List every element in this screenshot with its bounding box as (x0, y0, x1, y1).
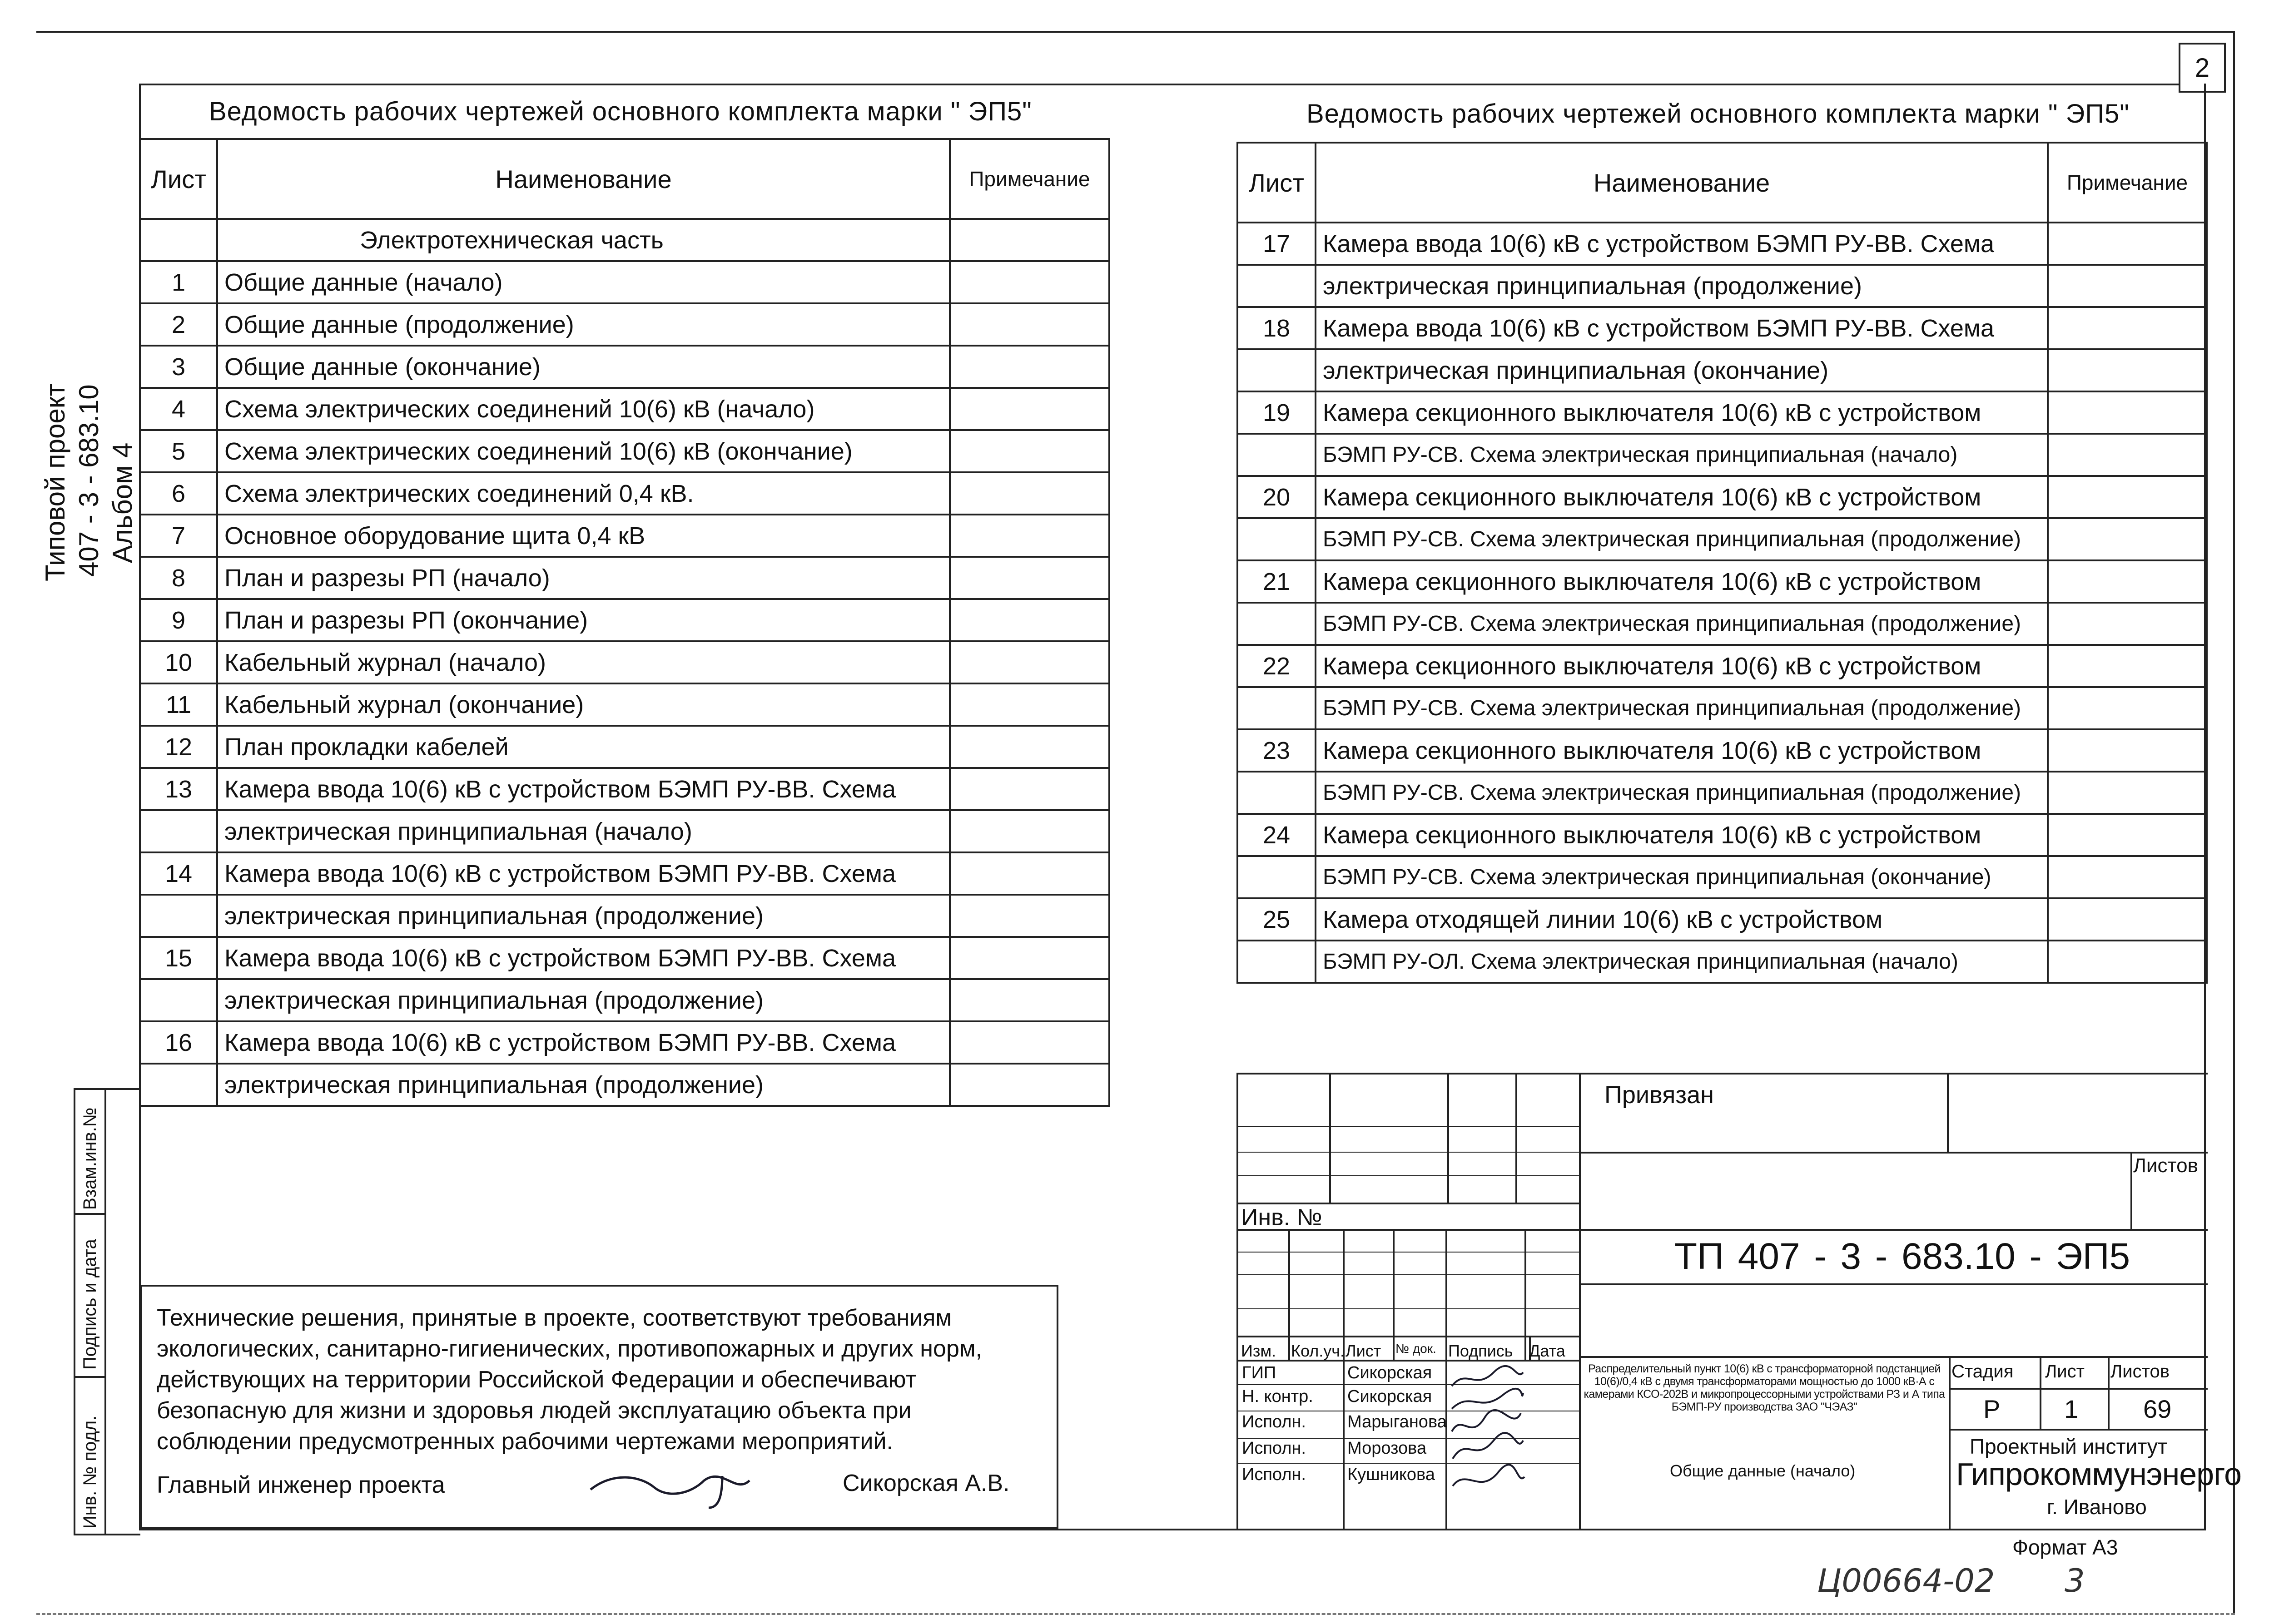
table-row (140, 430, 1109, 472)
stamp-vzam-label: Взам.инв.№ (80, 1107, 100, 1210)
role-label: Н. контр. (1242, 1387, 1313, 1406)
sheet-name: Камера секционного выключателя 10(6) кВ с устройством (1316, 560, 2048, 603)
stamp-podpis-label: Подпись и дата (80, 1239, 100, 1370)
table-row (140, 557, 1109, 599)
sheet-name: Общие данные (окончание) (217, 346, 950, 388)
chief-signature (586, 1462, 768, 1512)
sheets-label: Листов (2110, 1362, 2170, 1381)
change-col-label: Кол.уч. (1291, 1342, 1345, 1360)
sheet-name: Камера ввода 10(6) кВ с устройством БЭМП РУ-ВВ. Схема (1316, 223, 2048, 265)
compliance-note: Технические решения, принятые в проекте, соответствуют требованиям экологических, санитарно-гигиенических, противопожарных и других норм, действующих на территории Российской Федерации и обеспечивают безопасную для жизни и здоровья людей эксплуатацию объекта при соблюдении предусмотренных рабочими чертежами мероприятий. (157, 1305, 983, 1455)
archive-number: Ц00664-02 (1817, 1562, 1995, 1599)
sheet-number (140, 1064, 217, 1106)
sheet-name: электрическая принципиальная (продолжение) (217, 895, 950, 937)
table-row (140, 726, 1109, 768)
title-block (1236, 1073, 2242, 1530)
sheet-name: Камера ввода 10(6) кВ с устройством БЭМП РУ-ВВ. Схема (217, 852, 950, 895)
table-row (1237, 645, 2207, 687)
person-name: Кушникова (1347, 1465, 1435, 1484)
sheet-number: 18 (1237, 307, 1316, 349)
sheet-name: БЭМП РУ-СВ. Схема электрическая принципиальная (продолжение) (1316, 772, 2048, 814)
sheet-note (2048, 772, 2207, 814)
sheet-number (1237, 518, 1316, 560)
sheet-name: БЭМП РУ-СВ. Схема электрическая принципиальная (продолжение) (1316, 518, 2048, 560)
sheet-note (950, 1021, 1109, 1064)
project-album: Альбом 4 (107, 442, 138, 563)
sheet-name: Основное оборудование щита 0,4 кВ (217, 515, 950, 557)
sheet-name: Схема электрических соединений 10(6) кВ (начало) (217, 388, 950, 430)
table-row (1237, 518, 2207, 560)
col-note: Примечание (950, 139, 1109, 219)
person-name: Сикорская (1347, 1387, 1432, 1406)
sheet-note (2048, 518, 2207, 560)
table-row (140, 937, 1109, 979)
table-row (1237, 265, 2207, 307)
col-sheet: Лист (140, 139, 217, 219)
col-name: Наименование (217, 139, 950, 219)
chief-engineer-name: Сикорская А.В. (843, 1470, 1010, 1496)
sheet-name: БЭМП РУ-СВ. Схема электрическая принципиальная (начало) (1316, 434, 2048, 476)
sheet-note (2048, 898, 2207, 941)
sheet-number: 1 (140, 261, 217, 303)
sheet-name: Камера ввода 10(6) кВ с устройством БЭМП РУ-ВВ. Схема (1316, 307, 2048, 349)
sheet-title: Общие данные (начало) (1670, 1461, 1856, 1480)
table-row (1237, 223, 2207, 265)
sheet-number: 6 (140, 472, 217, 515)
signature-marks (1448, 1363, 1526, 1527)
sheet-note (2048, 814, 2207, 856)
table-row (1237, 476, 2207, 518)
sheet-note (2048, 265, 2207, 307)
sheet-number (1237, 687, 1316, 729)
role-label: Исполн. (1242, 1439, 1306, 1458)
sheet-note (950, 261, 1109, 303)
table-row (140, 979, 1109, 1021)
drawing-frame-top (139, 84, 2179, 85)
page-number: 2 (2179, 43, 2226, 93)
sheet-number: 7 (140, 515, 217, 557)
sheet-note (950, 472, 1109, 515)
sheet-name: План и разрезы РП (окончание) (217, 599, 950, 641)
sheet-note (950, 388, 1109, 430)
sheet-number: 23 (1237, 729, 1316, 772)
table-row (140, 472, 1109, 515)
archive-page: 3 (2065, 1562, 2085, 1599)
sheet-number (1237, 772, 1316, 814)
table-row (140, 515, 1109, 557)
sheet-note (2048, 856, 2207, 898)
table-row (1237, 307, 2207, 349)
sheet-note (2048, 434, 2207, 476)
table-row (140, 641, 1109, 683)
stage-label: Стадия (1951, 1362, 2014, 1381)
sheet-note (950, 641, 1109, 683)
person-name: Марыганова (1347, 1412, 1447, 1431)
sheet-note (950, 430, 1109, 472)
sheet-number (1237, 434, 1316, 476)
sheet-note (2048, 645, 2207, 687)
sheet-name: План прокладки кабелей (217, 726, 950, 768)
sheet-number: 21 (1237, 560, 1316, 603)
table-row (1237, 391, 2207, 434)
sheet-number: 4 (140, 388, 217, 430)
format-label: Формат А3 (2012, 1535, 2118, 1559)
left-table-title: Ведомость рабочих чертежей основного комплекта марки " ЭП5" (209, 97, 1032, 126)
org-line3: г. Иваново (2047, 1495, 2147, 1519)
sheet-number (1237, 265, 1316, 307)
sheet-note (2048, 349, 2207, 391)
col-note: Примечание (2048, 143, 2207, 223)
sheet-number (140, 979, 217, 1021)
role-label: Исполн. (1242, 1412, 1306, 1431)
sheet-number: 25 (1237, 898, 1316, 941)
sheet-number: 8 (140, 557, 217, 599)
sheet-name: Камера ввода 10(6) кВ с устройством БЭМП РУ-ВВ. Схема (217, 1021, 950, 1064)
sheet-name: Камера секционного выключателя 10(6) кВ с устройством (1316, 476, 2048, 518)
table-row (140, 683, 1109, 726)
sheet-note (950, 346, 1109, 388)
sheet-note (2048, 560, 2207, 603)
table-row (140, 388, 1109, 430)
role-label: Исполн. (1242, 1465, 1306, 1484)
sheet-name: электрическая принципиальная (продолжение) (217, 979, 950, 1021)
org-line1: Проектный институт (1970, 1435, 2167, 1458)
sheet-note (950, 683, 1109, 726)
sheet-note (950, 979, 1109, 1021)
table-row (1237, 814, 2207, 856)
table-row (140, 1021, 1109, 1064)
sheet-note (2048, 687, 2207, 729)
sheet-name: электрическая принципиальная (продолжение) (1316, 265, 2048, 307)
sheet-label: Лист (2045, 1362, 2085, 1381)
table-row (140, 1064, 1109, 1106)
right-drawings-table (1236, 142, 2208, 984)
role-label: ГИП (1242, 1363, 1276, 1382)
sheet-number: 24 (1237, 814, 1316, 856)
sheet-name: Электротехническая часть (217, 219, 950, 261)
sheet-note (950, 895, 1109, 937)
sheet-number: 9 (140, 599, 217, 641)
sheet-number: 10 (140, 641, 217, 683)
sheet-note (950, 599, 1109, 641)
project-type: Типовой проект (40, 383, 70, 581)
table-row (140, 346, 1109, 388)
change-col-label: Подпись (1448, 1342, 1513, 1360)
sheet-number (1237, 603, 1316, 645)
inv-no-label: Инв. № (1241, 1204, 1322, 1231)
sheet-name: БЭМП РУ-СВ. Схема электрическая принципиальная (продолжение) (1316, 687, 2048, 729)
table-row (140, 219, 1109, 261)
sheet-name: БЭМП РУ-СВ. Схема электрическая принципиальная (продолжение) (1316, 603, 2048, 645)
sheet-note (2048, 941, 2207, 983)
sheet-name: Общие данные (начало) (217, 261, 950, 303)
sheet-number (140, 219, 217, 261)
table-row (1237, 729, 2207, 772)
sheet-note (2048, 476, 2207, 518)
sheet-number: 13 (140, 768, 217, 810)
project-stamp (39, 384, 139, 581)
sheet-name: Общие данные (продолжение) (217, 303, 950, 346)
sheet-name: Камера секционного выключателя 10(6) кВ с устройством (1316, 729, 2048, 772)
person-name: Сикорская (1347, 1363, 1432, 1382)
sheet-number: 14 (140, 852, 217, 895)
sheet-note (2048, 223, 2207, 265)
sheet-number: 16 (140, 1021, 217, 1064)
sheet-note (950, 557, 1109, 599)
change-col-label: Лист (1346, 1342, 1381, 1360)
sheet-note (950, 1064, 1109, 1106)
sheet-name: Камера ввода 10(6) кВ с устройством БЭМП РУ-ВВ. Схема (217, 937, 950, 979)
bottom-cut-line (36, 1613, 2235, 1615)
sheet-note (950, 810, 1109, 852)
change-col-label: Дата (1529, 1342, 1565, 1360)
listov-top-label: Листов (2133, 1154, 2198, 1177)
change-col-label: Изм. (1241, 1342, 1276, 1360)
sheet-number: 15 (140, 937, 217, 979)
table-row (1237, 941, 2207, 983)
change-columns (1238, 1339, 1579, 1361)
sheet-name: Камера секционного выключателя 10(6) кВ с устройством (1316, 814, 2048, 856)
col-name: Наименование (1316, 143, 2048, 223)
change-col-label: № док. (1395, 1342, 1436, 1356)
sheet-name: Камера ввода 10(6) кВ с устройством БЭМП РУ-ВВ. Схема (217, 768, 950, 810)
table-row (140, 852, 1109, 895)
table-row (140, 768, 1109, 810)
project-code: 407 - 3 - 683.10 (74, 384, 104, 577)
table-row (140, 261, 1109, 303)
sheet-number: 20 (1237, 476, 1316, 518)
sheet-number: 19 (1237, 391, 1316, 434)
table-row (1237, 898, 2207, 941)
right-table-title: Ведомость рабочих чертежей основного комплекта марки " ЭП5" (1306, 99, 2130, 129)
sheet-number (1237, 856, 1316, 898)
side-stamp-strip (74, 1088, 140, 1535)
drawing-code: ТП 407 - 3 - 683.10 - ЭП5 (1674, 1236, 2130, 1277)
stage-value: Р (1983, 1395, 2001, 1423)
table-row (1237, 687, 2207, 729)
sheet-number (1237, 941, 1316, 983)
sheet-name: БЭМП РУ-ОЛ. Схема электрическая принципиальная (начало) (1316, 941, 2048, 983)
sheet-name: БЭМП РУ-СВ. Схема электрическая принципиальная (окончание) (1316, 856, 2048, 898)
sheet-note (950, 726, 1109, 768)
table-row (140, 810, 1109, 852)
chief-engineer-label: Главный инженер проекта (157, 1472, 445, 1498)
sheet-number: 2 (140, 303, 217, 346)
sheet-note (950, 852, 1109, 895)
sheet-name: Схема электрических соединений 0,4 кВ. (217, 472, 950, 515)
sheet-name: электрическая принципиальная (окончание) (1316, 349, 2048, 391)
table-row (1237, 772, 2207, 814)
person-name: Морозова (1347, 1439, 1427, 1458)
org-line2: Гипрокоммунэнерго (1956, 1456, 2242, 1492)
sheet-name: Кабельный журнал (начало) (217, 641, 950, 683)
table-row (140, 303, 1109, 346)
sheet-name: Камера секционного выключателя 10(6) кВ с устройством (1316, 391, 2048, 434)
table-row (1237, 856, 2207, 898)
sheet-number: 3 (140, 346, 217, 388)
sheet-number (140, 810, 217, 852)
left-drawings-table (139, 138, 1110, 1107)
sheet-note (950, 515, 1109, 557)
sheet-note (950, 768, 1109, 810)
stamp-inv-label: Инв. № подл. (80, 1415, 100, 1529)
table-row (1237, 434, 2207, 476)
sheets-value: 69 (2143, 1395, 2172, 1423)
sheet-number: 17 (1237, 223, 1316, 265)
sheet-number (1237, 349, 1316, 391)
sheet-number: 11 (140, 683, 217, 726)
sheet-name: Камера секционного выключателя 10(6) кВ с устройством (1316, 645, 2048, 687)
sheet-note (2048, 307, 2207, 349)
sheet-note (950, 937, 1109, 979)
project-description: Распределительный пункт 10(6) кВ с трансформаторной подстанцией 10(6)/0,4 кВ с двумя трансформаторами мощностью до 1000 кВ·А с камерами КСО-202В и микропроцессорными устройствами РЗ и А типа БЭМП-РУ производства ЗАО "ЧЭАЗ" (1584, 1362, 1945, 1413)
privyazan-label: Привязан (1604, 1081, 1714, 1109)
sheet-value: 1 (2064, 1395, 2079, 1423)
sheet-number: 5 (140, 430, 217, 472)
table-row (1237, 560, 2207, 603)
sheet-name: электрическая принципиальная (продолжение) (217, 1064, 950, 1106)
table-row (140, 895, 1109, 937)
sheet-note (2048, 603, 2207, 645)
table-row (1237, 603, 2207, 645)
sheet-note (950, 303, 1109, 346)
sheet-note (2048, 391, 2207, 434)
sheet-name: Камера отходящей линии 10(6) кВ с устройством (1316, 898, 2048, 941)
sheet-note (950, 219, 1109, 261)
table-row (1237, 349, 2207, 391)
sheet-number: 22 (1237, 645, 1316, 687)
sheet-name: План и разрезы РП (начало) (217, 557, 950, 599)
sheet-name: Кабельный журнал (окончание) (217, 683, 950, 726)
sheet-number: 12 (140, 726, 217, 768)
table-row (140, 599, 1109, 641)
sheet-name: электрическая принципиальная (начало) (217, 810, 950, 852)
sheet-name: Схема электрических соединений 10(6) кВ (окончание) (217, 430, 950, 472)
sheet-number (140, 895, 217, 937)
col-sheet: Лист (1237, 143, 1316, 223)
sheet-note (2048, 729, 2207, 772)
